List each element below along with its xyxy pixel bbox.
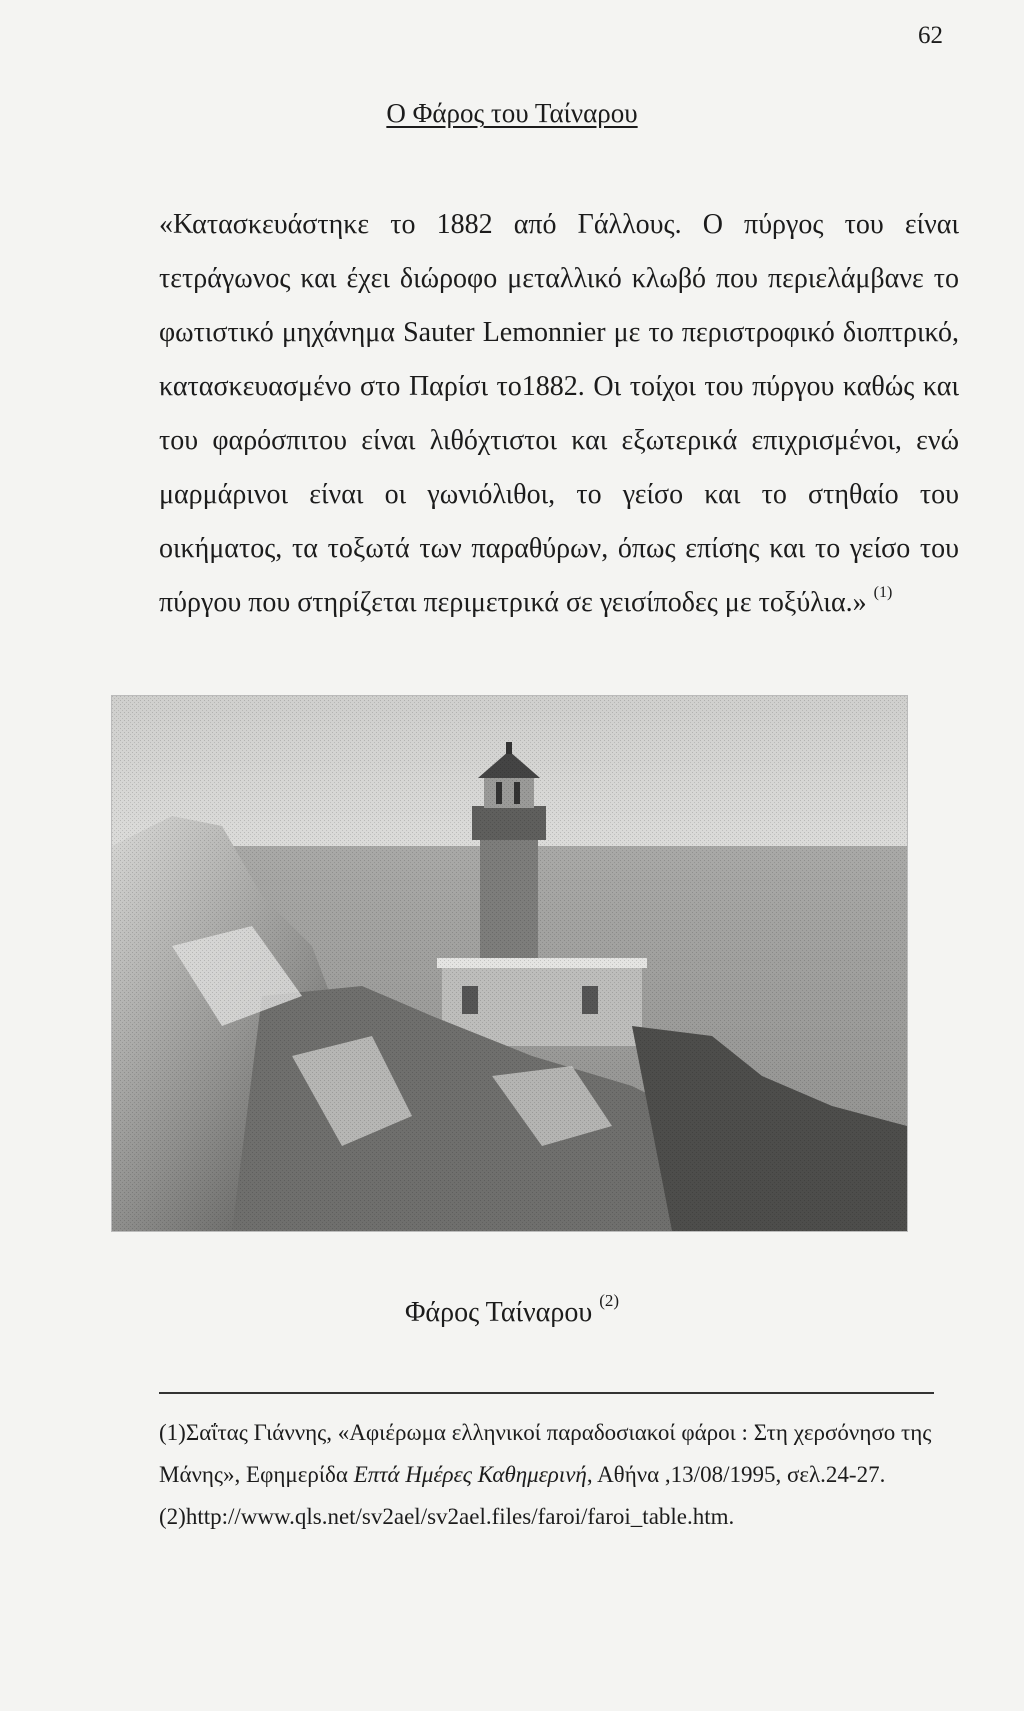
footnotes: [159, 1412, 949, 1538]
page-title: Ο Φάρος του Ταίναρου: [386, 98, 638, 128]
footnote-1-text: (1)Σαΐτας Γιάννης, «Αφιέρωμα ελληνικοί παραδοσιακοί φάροι : Στη χερσόνησο της Μάνης», Εφημερίδα: [159, 1420, 932, 1487]
caption-text: Φάρος Ταίναρου: [404, 1297, 593, 1328]
lighthouse-photo: [111, 695, 908, 1232]
footnote-1-details: , Αθήνα ,13/08/1995, σελ.24-27.: [586, 1462, 886, 1487]
body-paragraph: [159, 198, 959, 630]
footnote-1: [159, 1412, 949, 1496]
footnote-divider: [159, 1392, 934, 1394]
body-text: «Κατασκευάστηκε το 1882 από Γάλλους. Ο πύργος του είναι τετράγωνος και έχει διώροφο μεταλλικό κλωβό που περιελάμβανε το φωτιστικό μηχάνημα Sauter Lemonnier με το περιστροφικό διοπτρικό, κατασκευασμένο στο Παρίσι το1882. Οι τοίχοι του πύργου καθώς και του φαρόσπιτου είναι λιθόχτιστοι και εξωτερικά επιχρισμένοι, ενώ μαρμάρινοι είναι οι γωνιόλιθοι, το γείσο και το στηθαίο του οικήματος, τα τοξωτά των παραθύρων, όπως επίσης και το γείσο του πύργου που στηρίζεται περιμετρικά σε γεισίποδες με τοξύλια.»: [159, 209, 959, 618]
lighthouse-illustration: [112, 696, 907, 1231]
footnote-1-publication: Επτά Ημέρες Καθημερινή: [353, 1462, 587, 1487]
page-number: 62: [918, 22, 943, 49]
footnote-ref-1: (1): [873, 584, 893, 601]
footnote-ref-2: (2): [599, 1291, 620, 1310]
footnote-2: (2)http://www.qls.net/sv2ael/sv2ael.files/faroi/faroi_table.htm.: [159, 1504, 735, 1529]
photo-caption: [0, 1291, 1024, 1329]
